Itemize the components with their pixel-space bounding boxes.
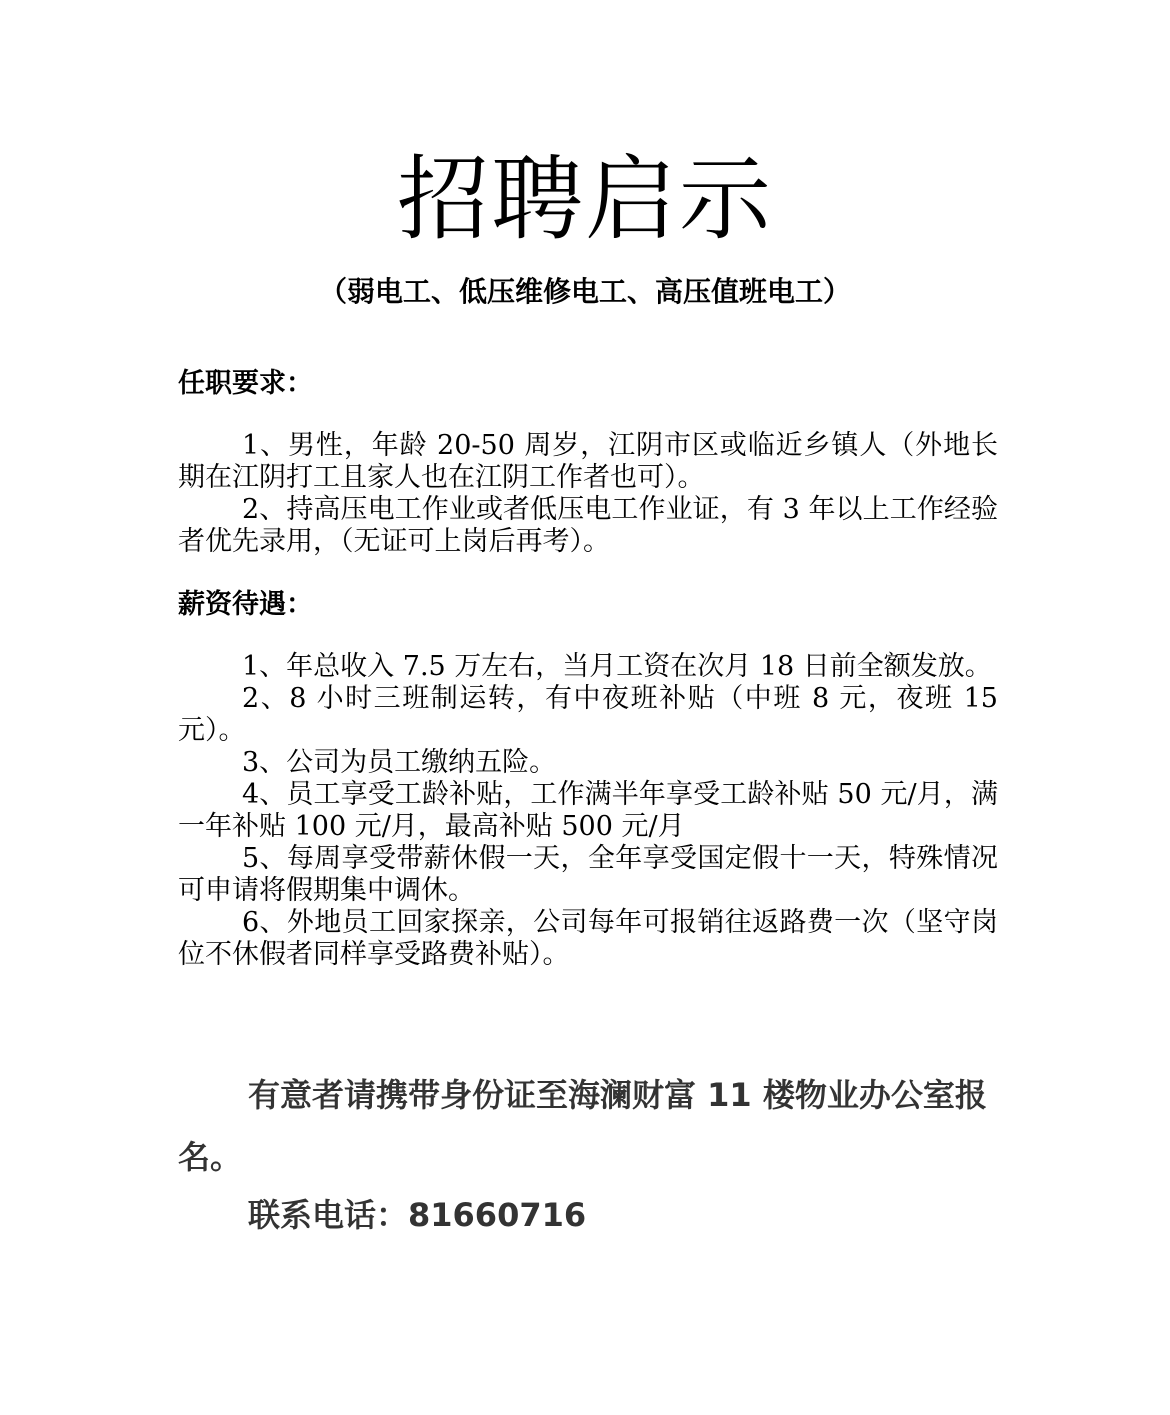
requirement-item: 1、男性，年龄 20-50 周岁，江阴市区或临近乡镇人（外地长期在江阴打工且家人也在江阴工作者也可）。 [178, 430, 998, 493]
salary-list [178, 651, 998, 971]
salary-item: 6、外地员工回家探亲，公司每年可报销往返路费一次（坚守岗位不休假者同样享受路费补贴）。 [178, 907, 998, 970]
page-subtitle: （弱电工、低压维修电工、高压值班电工） [318, 275, 851, 308]
salary-item: 5、每周享受带薪休假一天，全年享受国定假十一天，特殊情况可申请将假期集中调休。 [178, 843, 998, 906]
salary-item: 4、员工享受工龄补贴，工作满半年享受工龄补贴 50 元/月，满一年补贴 100 元/月，最高补贴 500 元/月 [178, 779, 998, 842]
salary-item: 3、公司为员工缴纳五险。 [242, 747, 557, 778]
contact-phone: 联系电话：81660716 [248, 1196, 587, 1234]
requirement-item: 2、持高压电工作业或者低压电工作业证，有 3 年以上工作经验者优先录用，（无证可上岗后再考）。 [178, 494, 998, 557]
requirements-heading: 任职要求： [178, 368, 313, 399]
salary-item: 2、8 小时三班制运转，有中夜班补贴（中班 8 元，夜班 15 元）。 [178, 683, 998, 746]
page-title: 招聘启示 [396, 146, 773, 253]
application-notice: 有意者请携带身份证至海澜财富 11 楼物业办公室报名。 [178, 1076, 987, 1176]
requirements-list [178, 430, 998, 558]
salary-heading: 薪资待遇： [178, 589, 313, 620]
salary-item: 1、年总收入 7.5 万左右，当月工资在次月 18 日前全额发放。 [242, 651, 992, 682]
